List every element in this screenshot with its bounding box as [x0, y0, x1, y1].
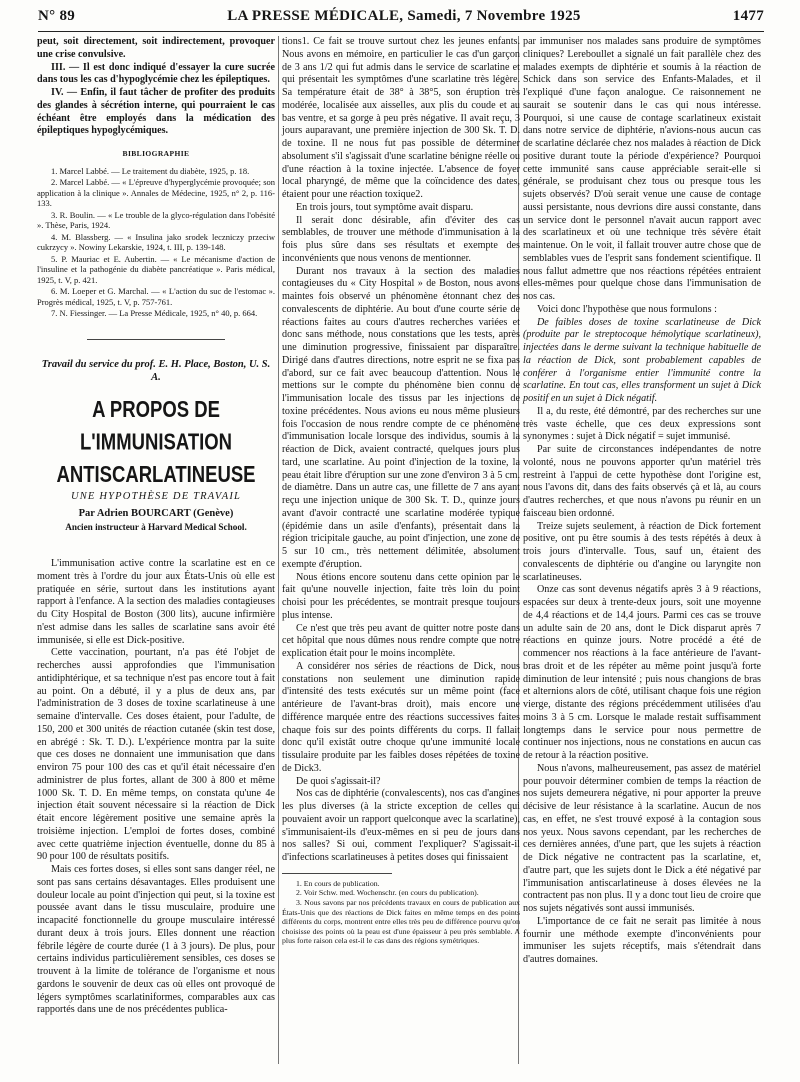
paragraph: Treize sujets seulement, à réaction de Dick fortement positive, ont pu être soumis à des tests répétés à deux à trois jours d'intervalle. Tous, sauf un, étaient des convalescents de diphtérie ou d'angine ou laryngite non scarlatineuses. — [523, 520, 761, 583]
article-title — [37, 393, 275, 491]
header-rule — [38, 31, 764, 32]
article-title-line: ANTISCARLATINEUSE — [56, 460, 256, 487]
footnote-rule — [282, 873, 392, 874]
footnote: 3. Nous savons par nos précédents travaux en cours de publication aux États-Unis que des réactions de Dick faites en même temps en des points différents du corps, montrent entre elles très peu de différence pourvu qu'on choisisse des points où la peau est d'une épaisseur à peu près semblable. A plus forte raison cela est-il le cas dans des régions symétriques. — [282, 897, 520, 946]
issue-number: N° 89 — [38, 8, 76, 24]
paragraph: L'immunisation active contre la scarlatine est en ce moment très à l'ordre du jour aux États-Unis où elle est pratiquée en série, surtout dans les institutions ayant rapport à l'enfance. A la section des maladies contagieuses du City Hospital de Boston (300 lits), aucune infirmière n'est admise dans les salles de scarlatine sans avoir été immunisée, si elle est Dick-positive. — [37, 558, 275, 646]
bibliography-entry: 6. M. Loeper et G. Marchal. — « L'action du suc de l'estomac ». Progrès médical, 1925, t. V, p. 757-761. — [37, 286, 275, 307]
author-affiliation: Ancien instructeur à Harvard Medical School. — [65, 522, 247, 533]
bibliography-entry: 7. N. Fiessinger. — La Presse Médicale, 1925, n° 40, p. 664. — [51, 308, 258, 319]
paragraph: L'importance de ce fait ne serait pas limitée à nous fournir une méthode exempte d'inconvénients pour immuniser les sujets réceptifs, mais s'étendrait dans d'autres domaines. — [523, 915, 761, 965]
bibliography-entry: 4. M. Blassberg. — « Insulina jako srodek leczniczy przeciw cukrzycy ». Nowiny Lekarskie, 1924, t. III, p. 139-148. — [37, 231, 275, 253]
paragraph: Nos cas de diphtérie (convalescents), nos cas d'angines les plus diverses (à la stricte exception de celles qui pouvaient avoir un rapport quelconque avec la scarlatine), s'immunisaient-ils d'eux-mêmes en si peu de jours dans nos salles? Si oui, comment l'expliquer? S'agissait-il d'infections scarlatineuses à petites doses qui finissaient — [282, 788, 520, 863]
footnote: 2. Voir Schw. med. Wochenschr. (en cours du publication). — [296, 888, 479, 898]
footnotes — [282, 879, 520, 946]
paragraph: Il a, du reste, été démontré, par des recherches sur une très vaste échelle, que ces deux expressions sont synonymes : sujet à Dick négatif = sujet immunisé. — [523, 405, 761, 443]
journal-title: LA PRESSE MÉDICALE, Samedi, 7 Novembre 1925 — [227, 8, 581, 24]
column-3 — [523, 36, 761, 967]
paragraph: Onze cas sont devenus négatifs après 3 à 9 réactions, espacées sur deux à trente-deux jours, soit une moyenne de 4,4 réactions et de 14,4 jours. Parmi ces cas se trouve un adulte sain de 20 ans, dont le Dick disparut après 7 réactions en quinze jours. Notre procédé a été de commencer nos réactions à la face antérieure de l'avant-bras droit et de les répéter au même point jusqu'à forte diminution de leur intensité ; puis nous changions de bras et alternions alors de côté, utilisant chaque fois une région vierge, distante des régions précédemment utilisées d'au moins 3 à 5 cm. Lorsque le malade restait suffisamment longtemps dans le service pour nous permettre de continuer nos injections, nous ne constations en aucun cas de retour à la réaction positive. — [523, 584, 761, 761]
article-subtitle: UNE HYPOTHÈSE DE TRAVAIL — [70, 490, 242, 502]
bibliography-entry: 1. Marcel Labbé. — Le traitement du diabète, 1925, p. 18. — [51, 165, 250, 176]
bibliography-list — [37, 166, 275, 319]
paragraph: Nous n'avons, malheureusement, pas assez de matériel pour pouvoir déterminer combien de temps la réaction de nos sujets demeurera négative, ni pour apporter la preuve décisive de leur résistance à la scarlatine. Aucun de nos cas, en effet, ne s'est trouvé exposé à la contagion sous nos yeux. Nous savons cependant, par les recherches de ces dernières années, d'une part, que les sujets à réaction de Dick négative ne contractent pas la scarlatine, et, d'autre part, que les sujets dont le Dick a été négativé par l'immunisation antiscarlatineuse à doses élevées ne la contractent pas non plus. Il y a donc tout lieu de croire que nos sujets négativés sont aussi immunisés. — [523, 762, 761, 914]
column-1 — [37, 36, 275, 1017]
article-title-line: A PROPOS DE L'IMMUNISATION — [79, 395, 233, 455]
paragraph: Ce n'est que très peu avant de quitter notre poste dans cet hôpital que nous dûmes nous rendre compte que notre explication était pour le moins incomplète. — [282, 622, 520, 659]
bibliography-entry: 2. Marcel Labbé. — « L'épreuve d'hyperglycémie provoquée; son application à la clinique ». Annales de Médecine, 1925, n° 2, p. 116-133. — [37, 177, 275, 209]
author-line: Par Adrien BOURCART (Genève) — [78, 507, 234, 519]
paragraph: III. — Il est donc indiqué d'essayer la cure sucrée dans tous les cas d'hypoglycémie chez les épileptiques. — [37, 61, 275, 86]
page-number: 1477 — [732, 8, 764, 24]
paragraph: Nous étions encore soutenu dans cette opinion par le fait qu'une nouvelle injection, faite très loin du point choisi pour les précédentes, se montrait presque toujours plus intense. — [282, 571, 520, 621]
paragraph: peut, soit directement, soit indirectement, provoquer une crise convulsive. — [37, 36, 275, 60]
paragraph: Il serait donc désirable, afin d'éviter des cas semblables, de trouver une méthode d'immunisation à la fois plus sûre dans ses résultats et exempte des inconvénients que nous venons de mentionner. — [282, 214, 520, 264]
bibliography-heading: BIBLIOGRAPHIE — [122, 149, 190, 158]
column-divider — [278, 36, 279, 1064]
paragraph: A considérer nos séries de réactions de Dick, nous constations non seulement une diminution rapide d'intensité des tests exécutés sur un même point (face antérieure de l'avant-bras droit), mais encore une différence marquée entre des réactions successives faites chaque fois sur des points différents du corps. Il fallait donc qu'il existât outre choque qu'une immunité locale tissulaire produite par les faibles doses répétées de toxine de Dick3. — [282, 660, 520, 774]
paragraph: Durant nos travaux à la section des maladies contagieuses du « City Hospital » de Boston, nous avons maintes fois observé un phénomène étonnant chez des convalescents de diphtérie. Au bout d'une courte série de réactions faites au cours d'autres recherches variées et donc sans méthode, nous constations que les tests, après une diminution progressive, finissaient par disparaître. Dirigé dans d'autres directions, notre esprit ne se fixa pas d'abord, sur ce fait avec beaucoup d'attention. Nous le mettions sur le compte du phénomène bien connu de l'immunisation locale des tissus par les injections de toxine précédentes. Nous avions eu nous même plusieurs fois l'occasion de nous rendre compte de ce phénomène d'immunisation locale lorsque des individus, soumis à la réaction de Dick, avaient contracté, quelques jours plus tard, une scarlatine. Au point d'injection de la toxine, la peau était libre d'éruption sur une zone d'environ 3 à 5 cm. de diamètre. Dans un autre cas, une fillette de 7 ans ayant reçu une injection unique de 300 Sk. T. D., quinze jours avant d'avoir contracté une scarlatine modérée typique (épidémie dans un asile d'enfants), présentait dans la région tricipitale gauche, au point d'injection, une zone de 5 sur 10 cm., très nettement délimitée, absolument exempte d'éruption. — [282, 265, 520, 570]
bibliography-entry: 3. R. Boulin. — « Le trouble de la glyco-régulation dans l'obésité ». Thèse, Paris, 1924. — [37, 209, 275, 231]
paragraph: Cette vaccination, pourtant, n'a pas été l'objet de recherches aussi approfondies que l'immunisation antidiphtérique, et sa technique n'est pas encore tout à fait au point. On a débuté, il y a plus de deux ans, par l'administration de 3 doses de toxine scarlatineuse à une semaine d'intervalle. Ces doses étaient, pour l'adulte, de 150, 200 et 300 unités de réaction cutanée (skin test dose, en abrégé : Sk. T. D.). L'expérience montra par la suite que ces doses ne donnaient une immunisation que dans environ 75 pour 100 des cas et qu'il était nécessaire d'en administrer de plus fortes, allant de 300 à 800 et même 1000 Sk. T. D. En même temps, on constata qu'une 4e injection était souvent nécessaire si la réaction de Dick était encore légèrement positive une semaine après la troisième injection. L'emploi de fortes doses, combiné avec cette quatrième injection éventuelle, donne du 85 à 90 pour 100 de résultats positifs. — [37, 647, 275, 863]
footnote: 1. En cours de publication. — [296, 878, 380, 888]
page-header — [38, 8, 764, 30]
column-2 — [282, 36, 520, 946]
paragraph: tions1. Ce fait se trouve surtout chez les jeunes enfants. Nous avons en mémoire, en particulier le cas d'un garçon de 3 ans 1/2 qui fut admis dans le service de scarlatine et qui présentait les symptômes d'une scarlatine très légère. Sa température était de 38° à 38°5, son éruption très modérée, localisée aux aisselles, aux plis du coude et au bas ventre, et sa gorge à peu près négative. Il avait reçu, 3 jours auparavant, une première injection de 300 Sk. T. D. de toxine. Il ne nous fut pas possible de déterminer absolument s'il s'agissait d'une scarlatine bénigne réelle ou d'une réaction à la toxine injectée. L'absence de foyer local pharyngé, de même que la coïncidence des dates, étaient pour une réaction toxique2. — [282, 36, 520, 200]
paragraph: En trois jours, tout symptôme avait disparu. — [296, 201, 474, 213]
paragraph: Mais ces fortes doses, si elles sont sans danger réel, ne sont pas sans certains désavantages. Elles produisent une douleur locale au point d'injection qui peut, si la toxine est poussée avant dans le tissu musculaire, produire une incapacité fonctionnelle du groupe musculaire intéressé durant deux à trois jours. Elles donnent une réaction fébrile légère de courte durée (1 à 3 jours). De plus, pour certains individus particulièrement sensibles, ces doses se trouvent à la limite de tolérance de l'organisme et nous gardons le souvenir de deux cas où elles ont provoqué de légers symptômes scarlatiniformes, comparables aux cas rapportés dans une de nos précédentes publica- — [37, 864, 275, 1016]
paragraph: De quoi s'agissait-il? — [296, 775, 381, 787]
article-separator — [87, 339, 225, 340]
paragraph: IV. — Enfin, il faut tâcher de profiter des produits des glandes à sécrétion interne, qui pourraient le cas échéant être employés dans la médication des épileptiques hypoglycémiques. — [37, 87, 275, 137]
paragraph: par immuniser nos malades sans produire de symptômes cliniques? Lereboullet a signalé un fait parallèle chez des malades exempts de diphtérie et soumis à la réaction de Schick dans son service des Enfants-Malades, et il l'expliqué d'une façon analogue. Ce raisonnement ne saurait se soutenir dans le cas qui nous intéresse. Pourquoi, si une cause de contage scarlatineux existait dans notre service de diphtérie, n'avions-nous aucun cas de scarlatine déclarée chez nos malades à réaction de Dick positive durant toute la période d'expérience? Pourquoi cette immunité sans cause appréciable serait-elle si générale, se produisant chez tous ou presque tous les sujets observés? D'où serait venue une cause de contage aussi persistante, nous devrions dire aussi constante, dans un service dont le personnel n'avait aucun rapport avec des scarlatineux et où une technique très sévère était maintenue. On le voit, il fallait trouver autre chose que de semblables vues de l'esprit sans fondement scientifique. Il nous fallut admettre que nos réactions répétées entraient elles-mêmes pour quelque chose dans l'immunisation de nos cas. — [523, 36, 761, 302]
hypothesis-paragraph: De faibles doses de toxine scarlatineuse de Dick (produite par le streptocoque hémolytique scarlatineux), injectées dans le derme suivant la technique habituelle de la réaction de Dick, sont probablement capables de conférer à l'organisme entier l'immunité contre la scarlatine. En tout cas, elles transforment un sujet à Dick positif en un sujet à Dick négatif. — [523, 316, 761, 404]
paragraph: Par suite de circonstances indépendantes de notre volonté, nous ne pouvons apporter qu'un matériel très restreint à l'appui de cette hypothèse dont l'origine est, nous l'avons dit, dans des faits observés çà et là, au cours d'autres recherches, et que nous n'avons pu réunir en un faisceau bien ordonné. — [523, 444, 761, 519]
bibliography-entry: 5. P. Mauriac et E. Aubertin. — « Le mécanisme d'action de l'insuline et la pathogénie du diabète pancréatique ». Paris médical, 1925, t. V, p. 421. — [37, 253, 275, 285]
service-line: Travail du service du prof. E. H. Place, Boston, U. S. A. — [41, 358, 271, 383]
paragraph: Voici donc l'hypothèse que nous formulons : — [537, 303, 717, 315]
